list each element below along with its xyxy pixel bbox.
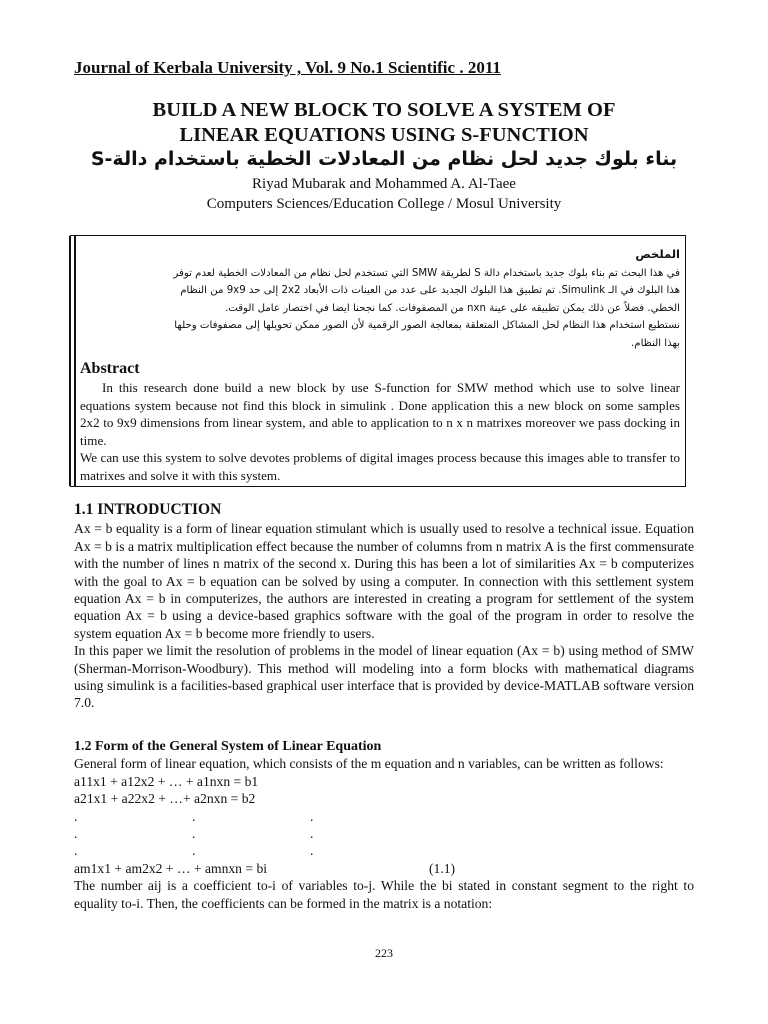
abstract-box-left-rule (69, 236, 71, 486)
equation-number: (1.1) (429, 860, 456, 876)
journal-header: Journal of Kerbala University , Vol. 9 No.1 Scientific . 2011 (74, 58, 501, 77)
abstract-box-inner-rule (74, 236, 76, 486)
title-line-2: LINEAR EQUATIONS USING S-FUNCTION (179, 124, 589, 146)
arabic-abstract-line: في هذا البحث تم بناء بلوك جديد باستخدام دالة S لطريقة SMW التي تستخدم لحل نظام من المعادلات الخطية لعدم توفر (173, 267, 680, 279)
ellipsis-dot: . (310, 825, 314, 841)
page-number: 223 (375, 946, 393, 960)
introduction-paragraph-2: In this paper we limit the resolution of problems in the model of linear equation (Ax = b) using method of SMW (Sherman-Morrison-Woodbury). This method will modeling into a form blocks with mathematical diagrams using simulink is a facilities-based graphical user interface that is provided by device-MATLAB software version 7.0. (74, 643, 694, 711)
ellipsis-dot: . (310, 843, 314, 859)
abstract-paragraph-1: In this research done build a new block by use S-function for SMW method which use to solve linear equations system because not find this block in simulink . Done application this a new block on some samples 2x2 to 9x9 dimensions from linear system, and able to application to n x n matrixes moreover we pass docking in time. (80, 380, 680, 448)
paper-title (40, 98, 728, 148)
arabic-abstract-heading: الملخص (635, 247, 680, 261)
arabic-abstract-line: هذا البلوك في الـ Simulink. تم تطبيق هذا البلوك الجديد على عدد من العينات ذات الأبعاد 2x2 إلى حد 9x9 من النظام (180, 285, 680, 296)
arabic-title: بناء بلوك جديد لحل نظام من المعادلات الخطية باستخدام دالة-S (90, 148, 678, 170)
general-form-section (74, 738, 694, 912)
abstract-paragraph-2: We can use this system to solve devotes problems of digital images process because this images able to transfer to matrixes and solve it with this system. (80, 450, 680, 483)
equation-row-1: a11x1 + a12x2 + … + a1nxn = b1 (74, 773, 259, 789)
ellipsis-dot: . (310, 808, 314, 824)
general-form-heading: 1.2 Form of the General System of Linear Equation (74, 739, 382, 754)
author-block (40, 174, 728, 214)
arabic-abstract-line: نستطيع استخدام هذا النظام لحل المشاكل المتعلقة بمعالجة الصور الرقمية لأن الصور ممكن تحويلها إلى مصفوفات وحلها (174, 320, 680, 331)
arabic-abstract-line: بهذا النظام. (631, 337, 680, 349)
arabic-abstract (80, 246, 680, 352)
ellipsis-dot: . (74, 808, 78, 824)
ellipsis-dot: . (74, 843, 78, 859)
introduction-section (74, 501, 694, 712)
equation-m-text: am1x1 + am2x2 + … + amnxn = bi (74, 860, 268, 876)
abstract-heading: Abstract (80, 360, 140, 377)
title-line-1: BUILD A NEW BLOCK TO SOLVE A SYSTEM OF (152, 99, 616, 121)
ellipsis-dot: . (192, 843, 196, 859)
ellipsis-row (74, 842, 694, 859)
equation-row-m (74, 860, 694, 877)
ellipsis-dot: . (192, 808, 196, 824)
author-affiliation: Computers Sciences/Education College / Mosul University (206, 196, 562, 212)
general-form-paragraph-1: General form of linear equation, which consists of the m equation and n variables, can be written as follows: (74, 756, 664, 772)
ellipsis-dot: . (192, 825, 196, 841)
abstract-text (80, 379, 680, 485)
author-names: Riyad Mubarak and Mohammed A. Al-Taee (252, 176, 516, 192)
equation-row-2: a21x1 + a22x2 + …+ a2nxn = b2 (74, 791, 256, 807)
introduction-heading: 1.1 INTRODUCTION (74, 501, 222, 518)
ellipsis-row (74, 808, 694, 825)
arabic-abstract-line: الخطي. فضلاً عن ذلك يمكن تطبيقه على عينة nxn من المصفوفات. كما نجحنا ايضا في اختصار عامل الوقت. (225, 302, 680, 314)
ellipsis-row (74, 825, 694, 842)
introduction-paragraph-1: Ax = b equality is a form of linear equation stimulant which is usually used to resolve a technical issue. Equation Ax = b is a matrix multiplication effect because the number of columns from n matrix A is the first commensurate with the number of lines n matrix of the second x. During this has been a lot of similarities Ax = b computerizes with the goal to Ax = b equation can be solved by using a computer. In connection with this settlement system equation Ax = b in computerizes, the authors are interested in creating a program for settlement of the system equation Ax = b using a device-based graphics software with the goal of the program in order to resolve the system equation Ax = b become more friendly to users. (74, 521, 694, 641)
general-form-paragraph-2: The number aij is a coefficient to-i of variables to-j. While the bi stated in constant segment to the right to equality to-i. Then, the coefficients can be formed in the matrix is a notation: (74, 878, 694, 911)
ellipsis-dot: . (74, 825, 78, 841)
